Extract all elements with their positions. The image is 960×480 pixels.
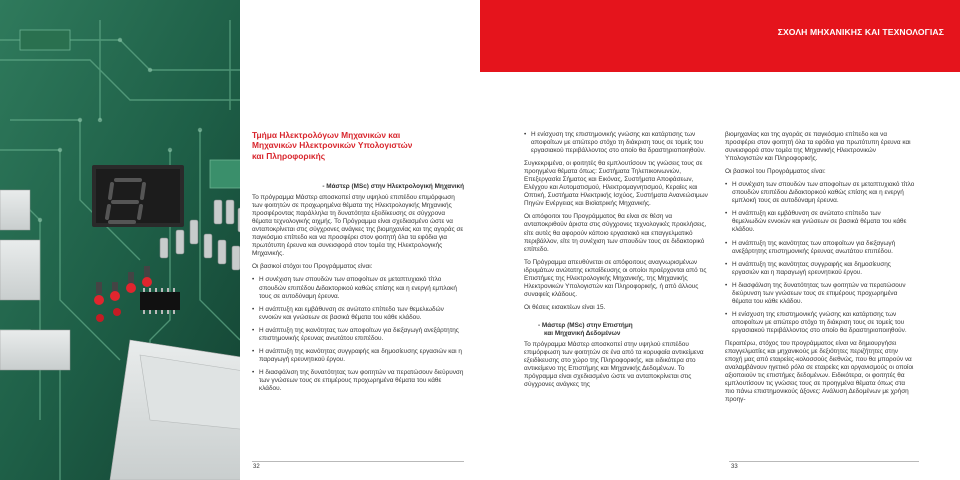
left-page-column — [252, 183, 464, 398]
list-item: • Η συνέχιση των σπουδών των αποφοίτων σε μεταπτυχιακό τίτλο σπουδών επιπέδου Διδακτορικού καθώς επίσης και η ενεργή εμπλοκή τους σε αυτοδύναμη έρευνα. — [725, 181, 915, 205]
paragraph: Συγκεκριμένα, οι φοιτητές θα εμπλουτίσουν τις γνώσεις τους σε προηγμένα θέματα όπως: Συστήματα Τηλεπικοινωνιών, Επεξεργασία Σήματος και Εικόνας, Συστήματα Αποφάσεων, Ελέγχου και Αυτοματισμού, Ηλεκτρομαγνητισμού, Κεραίες και Οπτική, Συστήματα Ηλεκτρικής Ισχύος, Συστήματα Ανανεώσιμων Πηγών Ενέργειας και Βιοϊατρικής Μηχανικής. — [524, 160, 708, 208]
list-item: • Η ανάπτυξη της ικανότητας των αποφοίτων για διεξαγωγή ανεξάρτητης επιστημονικής έρευνας ανωτάτου επιπέδου. — [725, 240, 915, 256]
paragraph: Το Πρόγραμμα απευθύνεται σε απόφοιτους αναγνωρισμένων ιδρυμάτων ανώτατης εκπαίδευσης οι οποίοι προέρχονται από τις Επιστήμες της Ηλεκτρολογικής Μηχανικής, της Μηχανικής Ηλεκτρονικών Υπολογιστών και Πληροφορικής, ή από άλλους συναφείς κλάδους. — [524, 258, 707, 298]
msc-data-science-subheading-line-2: και Μηχανική Δεδομένων — [544, 329, 621, 337]
list-item: • Η συνέχιση των σπουδών των αποφοίτων σε μεταπτυχιακό τίτλο σπουδών επιπέδου Διδακτορικού καθώς επίσης και η ενεργή εμπλοκή τους σε αυτοδύναμη έρευνα. — [252, 276, 464, 300]
footer-divider — [729, 461, 919, 462]
goals-list — [725, 181, 915, 335]
list-item: • Η ανάπτυξη της ικανότητας συγγραφής και δημοσίευσης εργασιών και η παραγωγή ερευνητικού έργου. — [725, 261, 915, 277]
continued-goals-list — [524, 131, 710, 155]
msc-data-science-subheading-line-1: - Μάστερ (MSc) στην Επιστήμη — [538, 321, 633, 329]
paragraph: βιομηχανίας και της αγοράς σε παγκόσμιο επίπεδο και να προσφέρει στον φοιτητή όλα τα εφόδια για πρωτότυπη έρευνα και συνεισφορά στον τομέα της Μηχανικής Ηλεκτρονικών Υπολογιστών και Πληροφορικής. — [725, 131, 911, 163]
circuit-board-photo — [0, 0, 260, 480]
list-item: • Η διασφάλιση της δυνατότητας των φοιτητών να περατώσουν διεύρυνση των γνώσεων τους σε επιμέρους προχωρημένα θέματα του κάθε κλάδου. — [725, 282, 915, 306]
department-heading-line-3: και Πληροφορικής — [252, 150, 326, 161]
page-number: 33 — [731, 464, 738, 470]
footer-divider — [252, 461, 464, 462]
paragraph: Το πρόγραμμα Μάστερ αποσκοπεί στην υψηλού επιπέδου επιμόρφωση των φοιτητών σε ένα από τα κορυφαία αντικείμενα εξειδίκευσης στο χώρο της Πληροφορικής, και ειδικότερα στο αντικείμενο της Επιστήμης και Μηχανικής Δεδομένων. Το πρόγραμμα είναι σχεδιασμένο ώστε να ανταποκρίνεται στις σύγχρονες ανάγκες της — [524, 341, 704, 389]
paragraph: Οι απόφοιτοι του Προγράμματος θα είναι σε θέση να ανταποκριθούν άριστα στις σύγχρονες τεχνολογικές προκλήσεις, είτε αυτές θα αφορούν κάποιο εργασιακό και επαγγελματικό περιβάλλον, είτε τη συνέχιση των σπουδών τους σε διδακτορικό επίπεδο. — [524, 213, 707, 253]
list-item: • Η ενίσχυση της επιστημονικής γνώσης και κατάρτισης των αποφοίτων με απώτερο στόχο τη διάκριση τους σε τομείς του εργασιακού περιβάλλοντος στο οποίο θα δραστηριοποιηθούν. — [725, 311, 915, 335]
list-item: • Η ανάπτυξη και εμβάθυνση σε ανώτατο επίπεδο των θεμελιωδών εννοιών και γνώσεων σε βασικά θέματα του κάθε κλάδου. — [725, 210, 915, 234]
list-item: • Η ανάπτυξη της ικανότητας των αποφοίτων για διεξαγωγή ανεξάρτητης επιστημονικής έρευνας ανωτάτου επιπέδου. — [252, 327, 464, 343]
right-page-column-2 — [725, 131, 915, 409]
paragraph: Οι θέσεις εισακτέων είναι 15. — [524, 303, 606, 311]
goals-intro: Οι βασικοί στόχοι του Προγράμματος είναι: — [252, 263, 373, 271]
msc-data-science-subheading — [524, 322, 710, 338]
page-number: 32 — [253, 464, 260, 470]
list-item: • Η ανάπτυξη της ικανότητας συγγραφής και δημοσίευσης εργασιών και η παραγωγή ερευνητικού έργου. — [252, 348, 464, 364]
department-heading-line-2: Μηχανικών Ηλεκτρονικών Υπολογιστών — [252, 140, 413, 151]
header-band — [480, 0, 960, 72]
list-item: • Η ανάπτυξη και εμβάθυνση σε ανώτατο επίπεδο των θεμελιωδών εννοιών και γνώσεων σε βασικά θέματα του κάθε κλάδου. — [252, 306, 464, 322]
school-title: ΣΧΟΛΗ ΜΗΧΑΝΙΚΗΣ ΚΑΙ ΤΕΧΝΟΛΟΓΙΑΣ — [777, 27, 944, 37]
circuit-board-illustration — [0, 0, 260, 480]
goals-list — [252, 276, 464, 393]
department-heading-line-1: Τμήμα Ηλεκτρολόγων Μηχανικών και — [252, 130, 401, 140]
list-item: • Η ενίσχυση της επιστημονικής γνώσης και κατάρτισης των αποφοίτων με απώτερο στόχο τη διάκριση τους σε τομείς του εργασιακού περιβάλλοντος στο οποίο θα δραστηριοποιηθούν. — [524, 131, 710, 155]
goals-intro: Οι βασικοί του Προγράμματος είναι: — [725, 168, 826, 176]
department-heading — [252, 130, 462, 161]
msc-electrical-intro: Το πρόγραμμα Μάστερ αποσκοπεί στην υψηλού επιπέδου επιμόρφωση των φοιτητών σε προχωρημένα θέματα της Ηλεκτρολογικής Μηχανικής προσφέροντας παράλληλα τη δυνατότητα εξειδίκευσης σε σύγχρονα θέματα τεχνολογικής αιχμής. Το Πρόγραμμα είναι σχεδιασμένο ώστε να ανταποκρίνεται στις σύγχρονες ανάγκες της βιομηχανίας και της αγοράς σε παγκόσμιο επίπεδο και να προσφέρει στον φοιτητή όλα τα εφόδια για πρωτότυπη έρευνα και συνεισφορά στον τομέα της Ηλεκτρολογικής Μηχανικής. — [252, 194, 464, 258]
right-page-column-1 — [524, 131, 710, 394]
paragraph: Περαιτέρω, στόχος του προγράμματος είναι να δημιουργήσει επαγγελματίες και μηχανικούς με δεξιότητες περιζήτητες στην εποχή μας από εταιρείες-κολοσσούς διεθνώς, που θα μπορούν να αναλαμβάνουν ηγετικό ρόλο σε εταιρείες και οργανισμούς οι οποίοι αξιοποιούν τις επιστήμες δεδομένων. Ειδικότερα, οι φοιτητές θα εμπλουτίσουν τις γνώσεις τους σε προηγμένα θέματα όπως στα πιο πάνω επιστημονικούς άξονες: Ανάλυση Δεδομένων με χρήση προηγ- — [725, 339, 914, 404]
msc-electrical-subheading: - Μάστερ (MSc) στην Ηλεκτρολογική Μηχανική — [322, 183, 464, 190]
list-item: • Η διασφάλιση της δυνατότητας των φοιτητών να περατώσουν διεύρυνση των γνώσεων τους σε επιμέρους προχωρημένα θέματα του κάθε κλάδου. — [252, 369, 464, 393]
